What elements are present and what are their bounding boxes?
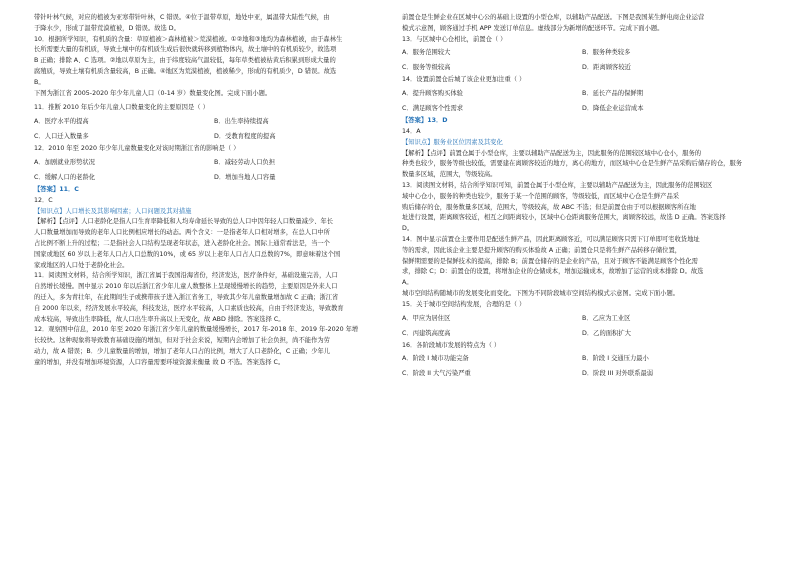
text-line: 购后储存的仓，服务数量多区域，范围大，等级较高，故 ABC 不选；但是前置仓由于可以根据顾客所在地 <box>402 203 696 211</box>
option-row <box>402 101 776 116</box>
option-a: C．人口迁入数量多 <box>34 133 89 141</box>
text-line: 15．关于城市空间结构发展，合理的是（ ） <box>402 300 526 308</box>
text-line: 下图为浙江省 2005-2020 年少年儿童人口（0-14 岁）数量变化图。完成下面小题。 <box>34 89 272 97</box>
text-line: 城市空间结构随城市的发展变化而变化。下图为不同阶段城市空间结构模式示意图。完成下面小题。 <box>402 289 680 297</box>
option-row <box>34 114 408 129</box>
text-line: 带针叶林气候，对应的植被为亚寒带针叶林，C 错误。④位于温带草原，地处中亚，属温带大陆性气候，由 <box>34 14 330 21</box>
option-a: A．阶段 I 城市功能完备 <box>402 355 469 363</box>
text-line: 的迁入，多为青壮年，在此期间生子或携带孩子进入浙江省务工，导致其少年儿童数量增加故 C 正确；浙江省 <box>34 293 339 301</box>
knowledge-point: 【知识点】人口增长及其影响因素；人口问题及其对措施 <box>34 207 192 215</box>
text-line: 求，排除 C；D：前置仓的设置，将增加企业的仓储成本，增加运输成本，故增加了运营的成本排除 D。故选 <box>402 268 704 276</box>
text-line: 长较快。这种现象将导致教育基础设施的增加，但对于社会来说，短期内会增加了社会负担，尚不能作为劳 <box>34 337 330 345</box>
option-a: C．缓解人口的老龄化 <box>34 173 96 181</box>
option-row <box>402 45 776 60</box>
option-b: B．乙应为工业区 <box>582 314 631 322</box>
option-a: A．医疗水平的提高 <box>34 118 89 126</box>
text-line: B。 <box>34 78 45 86</box>
text-line: 童的增加，并没有增加环境资源，人口容量需要环境资源来衡量 故 D 不选。答案选择 C。 <box>34 358 285 366</box>
left-column <box>34 13 408 369</box>
option-b: B．减轻劳动人口负担 <box>214 158 275 166</box>
option-b: B．阶段 I 交通压力最小 <box>582 355 649 363</box>
option-row <box>402 311 776 326</box>
option-row <box>402 326 776 341</box>
text-line: D。 <box>402 225 414 233</box>
text-line: 国家或地区 60 岁以上老年人口占人口总数的10%，或 65 岁以上老年人口占人口总数的7%，即意味着这个国 <box>34 250 341 258</box>
text-line: 13．与区城中心仓相比，前置仓（ ） <box>402 35 507 43</box>
text-line: 长所需要大量的有机质，导致土壤中的有机质生成后很快就转移到植物体内，故土壤中的有机质较少，故选项 <box>34 46 337 54</box>
option-row <box>402 86 776 101</box>
option-a: C．阶段 II 大气污染严重 <box>402 370 471 378</box>
option-a: A．提升顾客购买体验 <box>402 90 463 98</box>
text-line: 12．C <box>34 196 53 204</box>
knowledge-point: 【知识点】服务业区位因素及其变化 <box>402 138 503 146</box>
text-line: 10．根据所学知识，有机质的含量：草原植被＞森林植被＞荒漠植被。①②地和③地均为森林植被，由于森林生 <box>34 35 343 43</box>
text-line: A。 <box>402 279 413 287</box>
text-line: 动力，故 A 错误；B．少儿童数量的增加，增加了老年人口占的比例，增大了人口老龄化，C 正确；少年儿 <box>34 347 331 355</box>
text-line: 前置仓是生鲜企业在区城中心公的基础上设置的小型仓库，以辅助产品配送。下图是我国某生鲜电商企业运营 <box>402 14 705 21</box>
option-a: C．丙建筑高度高 <box>402 329 451 337</box>
text-line: 【解析】【点评】前置仓属于小型仓库，主要以辅助产品配送为主，因此服务的范围较区域中心仓小，服务的 <box>402 149 702 157</box>
option-a: A．服务范围较大 <box>402 49 451 57</box>
text-line: 自 2000 年以来，经济发展水平较高，科技发达，医疗水平较高，人口素质也较高，自由于经济发达，导致教育 <box>34 304 344 312</box>
option-row <box>34 129 408 144</box>
option-b: B．延长产品的保鲜期 <box>582 90 643 98</box>
option-row <box>402 366 776 381</box>
text-line: 数量多区域，范围大，等级较高。 <box>402 171 497 179</box>
option-row <box>34 170 408 185</box>
text-line: 13．阅读图文材料，结合所学知识可知，前置仓属于小型仓库，主要以辅助产品配送为主，因此服务的范围较区 <box>402 181 713 189</box>
text-line: 家或地区的人口处于老龄化社会。 <box>34 261 129 269</box>
text-line: 11．推断 2010 年后少年儿童人口数量变化的主要原因是（ ） <box>34 104 209 112</box>
option-row <box>402 60 776 75</box>
text-line: 11．阅读图文材料，结合所学知识，浙江省属于我国沿海省份，经济发达，医疗条件好，基础设施完善，人口 <box>34 272 338 280</box>
text-line: 域中心仓小，服务的种类也较少，服务于某一个范围的顾客，等级较低，而区域中心仓是生鲜产品采 <box>402 192 680 200</box>
option-a: C．满足顾客个性需求 <box>402 105 464 113</box>
option-b: D．乙的面积扩大 <box>582 329 631 337</box>
option-row <box>402 351 776 366</box>
text-line: 14．A <box>402 127 421 135</box>
option-b: D．受教育程度的提高 <box>214 133 276 141</box>
text-line: 于降水少，形成了温带荒漠植被，D 错误。故选 D。 <box>34 24 180 32</box>
text-line: 等的需求，因此该企业主要是提升顾客的购买体验故 A 正确；前置仓只是将生鲜产品转移存储位置， <box>402 246 682 254</box>
text-line: 【解析】【点评】人口老龄化是指人口生育率降低和人均寿命延长导致的总人口中因年轻人口数量减少、年长 <box>34 218 334 226</box>
option-row <box>34 155 408 170</box>
option-b: D．距离顾客较近 <box>582 64 631 72</box>
text-line: 址进行设置，距离顾客较近，相互之间距离较小，区域中心仓距离服务范围大，离顾客较远，故选 D 正确。答案选择 <box>402 214 726 222</box>
text-line: 成本较高，导致出生率降低，故人口出生率升高以上无变化，故 ABD 排除。答案选择 C。 <box>34 315 285 323</box>
text-line: 14．图中显示前置仓主要作用是配送生鲜产品，因此距离顾客近，可以满足顾客只需下订单即可宅收货地址 <box>402 235 700 243</box>
answer-line: 【答案】11．C <box>34 185 79 193</box>
text-line: B 正确；排除 A、C 选项。②地以草原为主，由于纬度较高气温较低，每年草类植被枯黄后积累到形成大量的 <box>34 57 336 65</box>
option-b: B．出生率持续提高 <box>214 118 269 126</box>
option-a: A．甲应为居住区 <box>402 314 451 322</box>
text-line: 12．观察图中信息，2010 年至 2020 年浙江省少年儿童的数量缓慢增长，2017 年-2018 年、2019 年-2020 年增 <box>34 326 359 334</box>
text-line: 占比例不断上升的过程；二是指社会人口结构呈现老年状态，进入老龄化社会。国际上通常看法是，当一个 <box>34 239 330 247</box>
answer-line: 【答案】13．D <box>402 117 448 125</box>
option-b: D．阶段 III 对外联系最弱 <box>582 370 654 378</box>
option-a: C．服务等级较高 <box>402 64 451 72</box>
option-a: A．加剧就业形势状况 <box>34 158 95 166</box>
text-line: 人口数量增加而导致的老年人口比例相应增长的动态。两个含义：一是指老年人口相对增多，在总人口中所 <box>34 229 330 237</box>
text-line: 12．2010 年至 2020 年少年儿童数量变化对该时期浙江省的影响是（ ） <box>34 145 240 153</box>
option-b: B．服务种类较多 <box>582 49 631 57</box>
text-line: 14．设置前置仓后城了该企业更加注重（ ） <box>402 76 526 84</box>
text-line: 模式示意图，顾客通过手机 APP 发送订单信息。虚线部分为新增的配送环节。完成下面小题。 <box>402 24 664 32</box>
text-line: 保鲜期需要的是保鲜技术的提高，排除 B；前置仓储存的是企业的产品，且对于顾客不能满足顾客个性化需 <box>402 257 698 265</box>
option-b: D．降低企业运营成本 <box>582 105 644 113</box>
text-line: 种类也较少，服务等级也较低，需要建在离顾客较近的地方，离心的地方，而区域中心仓是生鲜产品采购后储存的仓，服务 <box>402 160 743 168</box>
text-line: 16．各阶段城市发展的特点为（ ） <box>402 341 501 349</box>
text-line: 腐殖质，导致土壤有机质含量较高，B 正确。④地区为荒漠植被，植被稀少，形成的有机质少，D 错误。故选 <box>34 67 337 75</box>
option-b: D．增加当地人口容量 <box>214 173 276 181</box>
text-line: 自然增长缓慢。图中显示 2010 年以后浙江省少年儿童人数整体上呈现缓慢增长的趋势，主要原因是外来人口 <box>34 283 338 291</box>
right-column <box>402 13 776 381</box>
